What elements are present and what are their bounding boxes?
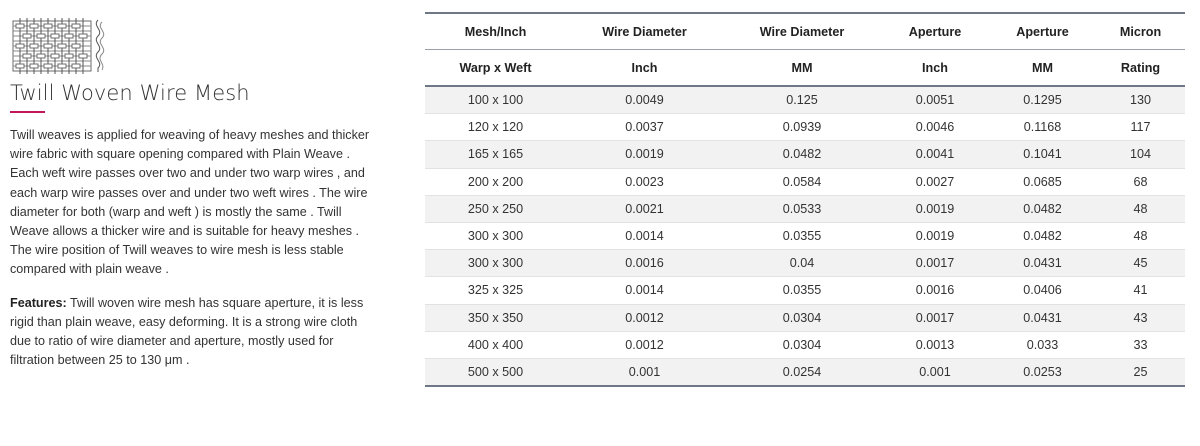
table-row [425, 195, 1185, 222]
cell-mesh: 400 x 400 [425, 331, 566, 358]
twill-weave-diagram-icon [10, 16, 106, 74]
cell-wire-diameter-inch: 0.0014 [566, 277, 723, 304]
cell-aperture-mm: 0.0482 [989, 195, 1096, 222]
cell-aperture-mm: 0.1041 [989, 141, 1096, 168]
cell-aperture-mm: 0.0431 [989, 304, 1096, 331]
cell-micron-rating: 117 [1096, 114, 1185, 141]
cell-wire-diameter-inch: 0.0037 [566, 114, 723, 141]
cell-wire-diameter-mm: 0.0939 [723, 114, 881, 141]
table-row [425, 250, 1185, 277]
cell-wire-diameter-mm: 0.0304 [723, 331, 881, 358]
header-wire-diameter: Wire Diameter [723, 13, 881, 50]
cell-wire-diameter-inch: 0.0023 [566, 168, 723, 195]
table-row [425, 114, 1185, 141]
cell-mesh: 300 x 300 [425, 250, 566, 277]
cell-wire-diameter-inch: 0.0019 [566, 141, 723, 168]
cell-aperture-inch: 0.0019 [881, 195, 989, 222]
cell-wire-diameter-mm: 0.0584 [723, 168, 881, 195]
cell-micron-rating: 45 [1096, 250, 1185, 277]
cell-aperture-mm: 0.033 [989, 331, 1096, 358]
cell-micron-rating: 130 [1096, 86, 1185, 114]
cell-aperture-inch: 0.0017 [881, 250, 989, 277]
cell-wire-diameter-inch: 0.0049 [566, 86, 723, 114]
cell-wire-diameter-inch: 0.0016 [566, 250, 723, 277]
subheader-inch: Inch [566, 50, 723, 87]
cell-micron-rating: 48 [1096, 195, 1185, 222]
cell-aperture-mm: 0.0406 [989, 277, 1096, 304]
cell-wire-diameter-mm: 0.04 [723, 250, 881, 277]
cell-mesh: 300 x 300 [425, 222, 566, 249]
cell-micron-rating: 48 [1096, 222, 1185, 249]
cell-aperture-mm: 0.1168 [989, 114, 1096, 141]
cell-wire-diameter-mm: 0.0355 [723, 277, 881, 304]
cell-mesh: 165 x 165 [425, 141, 566, 168]
cell-aperture-inch: 0.0041 [881, 141, 989, 168]
cell-wire-diameter-inch: 0.0012 [566, 331, 723, 358]
features-label: Features: [10, 295, 67, 310]
subheader-inch: Inch [881, 50, 989, 87]
cell-wire-diameter-inch: 0.0014 [566, 222, 723, 249]
table-row [425, 304, 1185, 331]
table-row [425, 86, 1185, 114]
specification-table [425, 12, 1185, 387]
table-body [425, 86, 1185, 386]
cell-micron-rating: 25 [1096, 358, 1185, 386]
cell-mesh: 250 x 250 [425, 195, 566, 222]
table-row [425, 141, 1185, 168]
cell-wire-diameter-mm: 0.0355 [723, 222, 881, 249]
title-underline [10, 111, 45, 113]
table-header-row [425, 13, 1185, 50]
specification-table-container [425, 12, 1185, 387]
cell-mesh: 350 x 350 [425, 304, 566, 331]
subheader-rating: Rating [1096, 50, 1185, 87]
header-micron: Micron [1096, 13, 1185, 50]
cell-wire-diameter-mm: 0.0254 [723, 358, 881, 386]
cell-aperture-mm: 0.1295 [989, 86, 1096, 114]
table-row [425, 331, 1185, 358]
description-paragraph: Twill weaves is applied for weaving of heavy meshes and thicker wire fabric with square opening compared with Plain Weave . Each weft wire passes over two and under two warp wires , and each warp wire passes over and under two weft wires . The wire diameter for both (warp and weft ) is mostly the same . Twill Weave allows a thicker wire and is suitable for heavy meshes . The wire position of Twill weaves to wire mesh is less stable compared with plain weave . [10, 128, 370, 277]
cell-wire-diameter-inch: 0.0012 [566, 304, 723, 331]
subheader-mm: MM [989, 50, 1096, 87]
cell-wire-diameter-mm: 0.0482 [723, 141, 881, 168]
cell-micron-rating: 43 [1096, 304, 1185, 331]
subheader-mm: MM [723, 50, 881, 87]
header-aperture: Aperture [881, 13, 989, 50]
cell-micron-rating: 104 [1096, 141, 1185, 168]
cell-aperture-inch: 0.0017 [881, 304, 989, 331]
cell-micron-rating: 68 [1096, 168, 1185, 195]
table-row [425, 168, 1185, 195]
table-row [425, 222, 1185, 249]
cell-aperture-inch: 0.0019 [881, 222, 989, 249]
features-paragraph [10, 294, 370, 371]
cell-wire-diameter-mm: 0.0304 [723, 304, 881, 331]
subheader-warp-weft: Warp x Weft [425, 50, 566, 87]
header-mesh-inch: Mesh/Inch [425, 13, 566, 50]
cell-aperture-inch: 0.0016 [881, 277, 989, 304]
cell-aperture-inch: 0.0046 [881, 114, 989, 141]
cell-micron-rating: 33 [1096, 331, 1185, 358]
cell-aperture-inch: 0.0051 [881, 86, 989, 114]
cell-aperture-inch: 0.0027 [881, 168, 989, 195]
cell-mesh: 100 x 100 [425, 86, 566, 114]
header-aperture: Aperture [989, 13, 1096, 50]
cell-wire-diameter-inch: 0.001 [566, 358, 723, 386]
page-title: Twill Woven Wire Mesh [10, 81, 250, 105]
cell-mesh: 500 x 500 [425, 358, 566, 386]
header-wire-diameter: Wire Diameter [566, 13, 723, 50]
cell-wire-diameter-inch: 0.0021 [566, 195, 723, 222]
table-row [425, 277, 1185, 304]
cell-aperture-inch: 0.0013 [881, 331, 989, 358]
cell-mesh: 200 x 200 [425, 168, 566, 195]
features-text: Twill woven wire mesh has square aperture, it is less rigid than plain weave, easy deforming. It is a strong wire cloth due to ratio of wire diameter and aperture, mostly used for filtration between 25 to 130 μm . [10, 295, 364, 368]
cell-aperture-mm: 0.0685 [989, 168, 1096, 195]
cell-mesh: 325 x 325 [425, 277, 566, 304]
cell-aperture-mm: 0.0253 [989, 358, 1096, 386]
product-info [10, 16, 370, 370]
cell-wire-diameter-mm: 0.125 [723, 86, 881, 114]
cell-aperture-mm: 0.0482 [989, 222, 1096, 249]
cell-aperture-inch: 0.001 [881, 358, 989, 386]
cell-wire-diameter-mm: 0.0533 [723, 195, 881, 222]
table-row [425, 358, 1185, 386]
table-subheader-row [425, 50, 1185, 87]
cell-aperture-mm: 0.0431 [989, 250, 1096, 277]
cell-mesh: 120 x 120 [425, 114, 566, 141]
cell-micron-rating: 41 [1096, 277, 1185, 304]
